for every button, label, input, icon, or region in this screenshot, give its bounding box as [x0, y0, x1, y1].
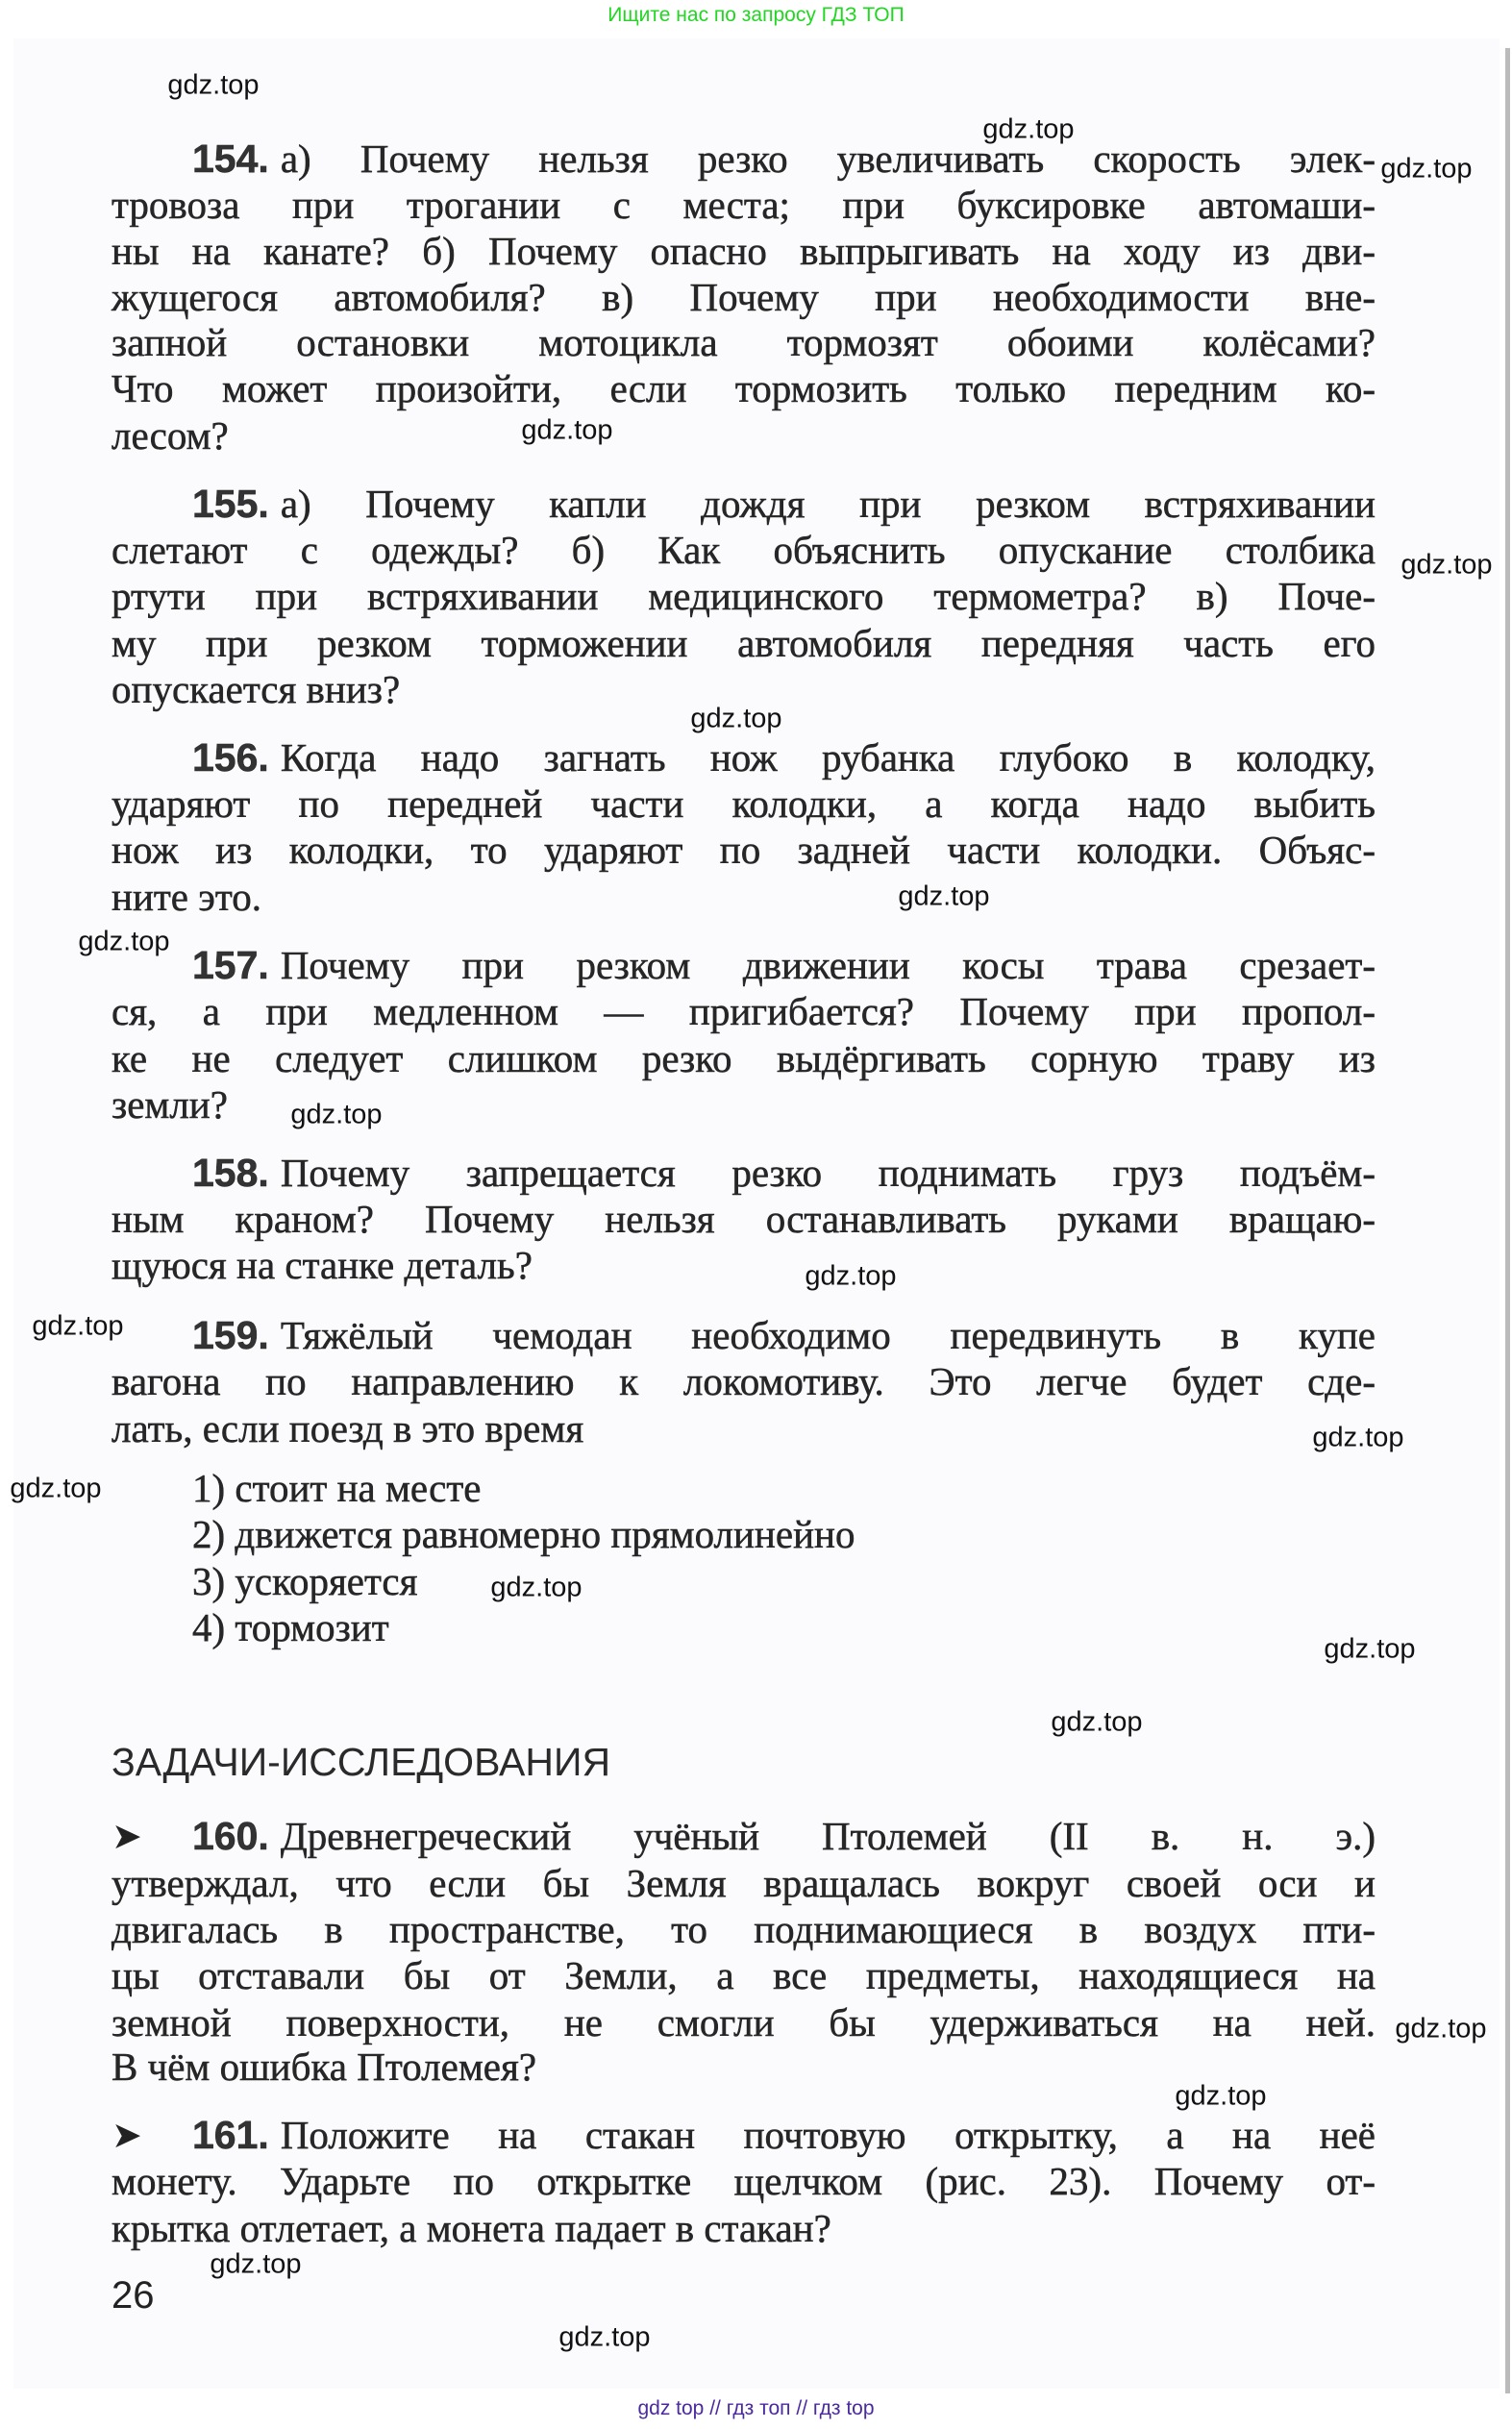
watermark: gdz.top	[690, 703, 782, 734]
section-heading: ЗАДАЧИ-ИССЛЕДОВАНИЯ	[112, 1740, 611, 1784]
problem-text: щуюся на станке деталь?	[112, 1243, 533, 1287]
problem-156-line	[112, 874, 1376, 920]
watermark: gdz.top	[558, 2321, 651, 2353]
problem-156-line	[112, 827, 1376, 873]
problem-text: вагона по направлению к локомотиву. Это легче будет сде-	[112, 1359, 1376, 1403]
problem-text: му при резком торможении автомобиля передняя часть его	[112, 621, 1376, 665]
watermark: gdz.top	[32, 1310, 124, 1342]
problem-155-line	[192, 481, 1376, 527]
problem-160-line	[112, 1952, 1376, 1998]
problem-text: Почему запрещается резко поднимать груз подъём-	[280, 1151, 1376, 1195]
arrow-marker-icon: ➤	[112, 1817, 142, 1857]
problem-text: слетают с одежды? б) Как объяснить опускание столбика	[112, 528, 1376, 572]
problem-154-line	[192, 136, 1376, 182]
problem-154-line	[112, 182, 1376, 228]
watermark: gdz.top	[805, 1260, 897, 1292]
problem-text: утверждал, что если бы Земля вращалась вокруг своей оси и	[112, 1861, 1376, 1905]
watermark: gdz.top	[1400, 549, 1493, 581]
problem-161-line	[112, 2205, 1376, 2251]
problem-text: тровоза при трогании с места; при буксировке автомаши-	[112, 183, 1376, 227]
watermark: gdz.top	[210, 2248, 302, 2280]
problem-156-line	[192, 734, 1376, 781]
problem-text: монету. Ударьте по открытке щелчком (рис. 23). Почему от-	[112, 2159, 1376, 2203]
top-banner[interactable]: Ищите нас по запросу ГДЗ ТОП	[607, 4, 905, 26]
problem-text: ным краном? Почему нельзя останавливать руками вращаю-	[112, 1197, 1376, 1241]
problem-155-line	[112, 573, 1376, 619]
problem-text: земной поверхности, не смогли бы удерживаться на ней.	[112, 2000, 1376, 2045]
problem-161-line	[112, 2158, 1376, 2204]
watermark: gdz.top	[1312, 1422, 1404, 1453]
problem-number: 159.	[192, 1313, 269, 1357]
problem-text: ны на канате? б) Почему опасно выпрыгивать на ходу из дви-	[112, 229, 1376, 273]
problem-text: опускается вниз?	[112, 667, 401, 711]
problem-158-line	[112, 1242, 1376, 1288]
watermark: gdz.top	[10, 1473, 102, 1504]
problem-158-line	[112, 1196, 1376, 1242]
problem-156-line	[112, 781, 1376, 827]
problem-160-line	[112, 1860, 1376, 1906]
problem-text: нож из колодки, то ударяют по задней части колодки. Объяс-	[112, 828, 1376, 872]
problem-157-line	[112, 1035, 1376, 1081]
problem-text: жущегося автомобиля? в) Почему при необходимости вне-	[112, 275, 1376, 319]
answer-option: 1) стоит на месте	[192, 1466, 482, 1510]
problem-text: Когда надо загнать нож рубанка глубоко в колодку,	[280, 735, 1376, 780]
problem-text: Тяжёлый чемодан необходимо передвинуть в купе	[280, 1313, 1376, 1357]
problem-161-line	[192, 2112, 1376, 2158]
problem-text: ударяют по передней части колодки, а когда надо выбить	[112, 781, 1376, 826]
problem-text: крытка отлетает, а монета падает в стакан?	[112, 2206, 831, 2250]
problem-text: земли?	[112, 1082, 228, 1127]
problem-text: Почему при резком движении косы трава срезает-	[280, 943, 1376, 987]
problem-159-line	[112, 1405, 1376, 1451]
problem-154-line	[112, 412, 1376, 459]
problem-text: лать, если поезд в это время	[112, 1406, 584, 1450]
problem-157-line	[192, 942, 1376, 988]
problem-text: ке не следует слишком резко выдёргивать сорную траву из	[112, 1036, 1376, 1080]
problem-154-line	[112, 365, 1376, 411]
problem-number: 158.	[192, 1151, 269, 1195]
problem-text: Что может произойти, если тормозить только передним ко-	[112, 366, 1376, 410]
answer-option: 3) ускоряется	[192, 1559, 418, 1603]
watermark: gdz.top	[1175, 2080, 1267, 2112]
problem-157-line	[112, 988, 1376, 1034]
problem-text: Древнегреческий учёный Птолемей (II в. н. э.)	[280, 1814, 1376, 1858]
watermark: gdz.top	[1380, 153, 1473, 185]
problem-text: Положите на стакан почтовую открытку, а на неё	[280, 2113, 1376, 2157]
problem-154-line	[112, 228, 1376, 274]
answer-option: 2) движется равномерно прямолинейно	[192, 1512, 855, 1556]
page-number: 26	[112, 2274, 155, 2317]
problem-text: двигалась в пространстве, то поднимающиеся в воздух пти-	[112, 1907, 1376, 1951]
problem-158-line	[192, 1150, 1376, 1196]
problem-154-line	[112, 274, 1376, 320]
problem-text: ртути при встряхивании медицинского термометра? в) Поче-	[112, 574, 1376, 618]
watermark: gdz.top	[982, 113, 1075, 145]
problem-155-line	[112, 620, 1376, 666]
problem-number: 154.	[192, 136, 269, 181]
watermark: gdz.top	[521, 414, 613, 446]
watermark: gdz.top	[1395, 2013, 1487, 2045]
problem-155-line	[112, 527, 1376, 573]
problem-number: 156.	[192, 735, 269, 780]
problem-text: ся, а при медленном — пригибается? Почему при пропол-	[112, 989, 1376, 1033]
watermark: gdz.top	[290, 1099, 383, 1130]
problem-number: 161.	[192, 2113, 269, 2157]
problem-text: ните это.	[112, 875, 261, 919]
problem-160-line	[112, 1906, 1376, 1952]
problem-text: цы отставали бы от Земли, а все предметы, находящиеся на	[112, 1953, 1376, 1997]
problem-number: 157.	[192, 943, 269, 987]
problem-text: а) Почему капли дождя при резком встряхивании	[280, 482, 1376, 526]
watermark: gdz.top	[78, 926, 170, 957]
problem-number: 160.	[192, 1814, 269, 1858]
problem-text: В чём ошибка Птолемея?	[112, 2045, 537, 2089]
problem-text: а) Почему нельзя резко увеличивать скорость элек-	[280, 136, 1376, 181]
watermark: gdz.top	[167, 69, 260, 101]
watermark: gdz.top	[898, 880, 990, 912]
problem-159-line	[112, 1358, 1376, 1404]
watermark: gdz.top	[1051, 1706, 1143, 1738]
problem-159-line	[192, 1312, 1376, 1358]
page-edge	[1505, 48, 1510, 2393]
bottom-banner[interactable]: gdz top // гдз топ // гдз top	[637, 2397, 875, 2419]
problem-160-line	[192, 1813, 1376, 1859]
problem-154-line	[112, 319, 1376, 365]
problem-160-line	[112, 1999, 1376, 2045]
watermark: gdz.top	[490, 1572, 582, 1603]
problem-text: запной остановки мотоцикла тормозят обоими колёсами?	[112, 320, 1376, 364]
problem-number: 155.	[192, 482, 269, 526]
problem-text: лесом?	[112, 413, 229, 458]
arrow-marker-icon: ➤	[112, 2116, 142, 2156]
answer-option: 4) тормозит	[192, 1605, 389, 1649]
watermark: gdz.top	[1324, 1633, 1416, 1665]
